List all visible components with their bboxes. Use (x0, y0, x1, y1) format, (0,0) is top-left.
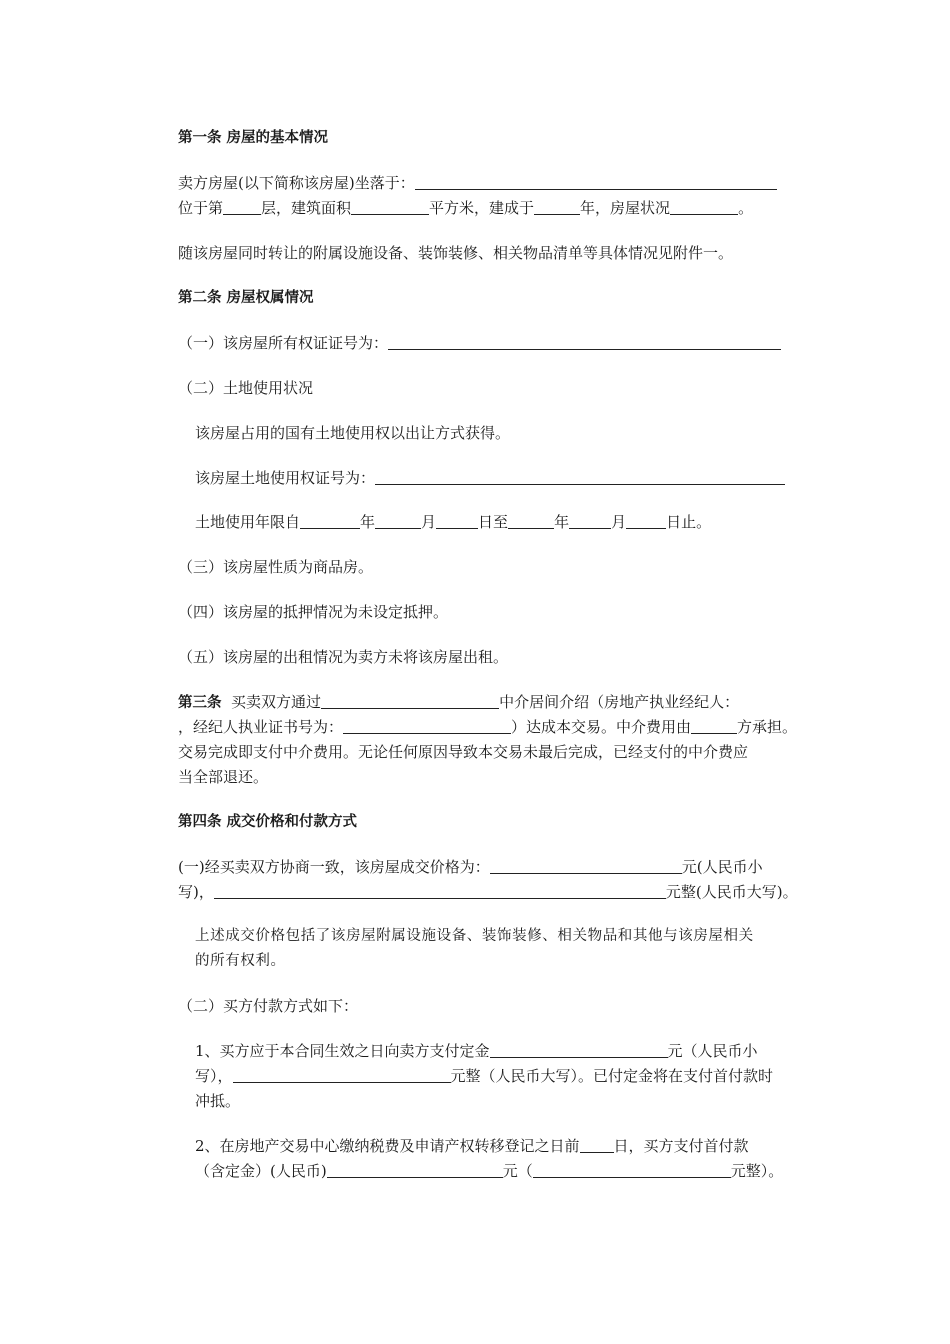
price-line-1: (一)经买卖双方协商一致，该房屋成交价格为： 元(人民币小 (178, 858, 763, 876)
ownership-cert-line: （一）该房屋所有权证证号为： (178, 333, 781, 353)
deposit-capital-blank[interactable] (233, 1067, 451, 1083)
land-cert-blank[interactable] (375, 469, 785, 485)
agency-line-2: ，经纪人执业证书号为： ）达成本交易。中介费用由 方承担。 (178, 718, 798, 736)
term-end-month-blank[interactable] (569, 513, 611, 529)
price-note-1: 上述成交价格包括了该房屋附属设施设备、装饰装修、相关物品和其他与该房屋相关 (195, 928, 754, 944)
land-term-line: 土地使用年限自 年 月 日至 年 月 日止。 (195, 513, 712, 531)
days-before-blank[interactable] (580, 1137, 614, 1153)
down-payment-capital-blank[interactable] (533, 1162, 731, 1178)
price-capital-blank[interactable] (214, 883, 666, 899)
price-small-blank[interactable] (490, 858, 682, 874)
deposit-line-2: 写）， 元整（人民币大写）。已付定金将在支付首付款时 (195, 1067, 774, 1085)
land-grant-text: 该房屋占用的国有土地使用权以出让方式获得。 (195, 424, 511, 442)
attachment-note: 随该房屋同时转让的附属设施设备、装饰装修、相关物品清单等具体情况见附件一。 (178, 244, 734, 262)
floor-area-line: 位于第 层，建筑面积 平方米，建成于 年，房屋状况 。 (178, 199, 754, 217)
location-blank[interactable] (415, 174, 777, 190)
article-2-title: 第二条 房屋权属情况 (178, 290, 314, 306)
down-payment-line-1: 2、在房地产交易中心缴纳税费及申请产权转移登记之日前 日，买方支付首付款 (195, 1137, 749, 1155)
price-note-2: 的所有权利。 (195, 953, 286, 969)
term-end-year-blank[interactable] (508, 513, 554, 529)
location-line: 卖方房屋(以下简称该房屋)坐落于： (178, 173, 777, 193)
land-cert-line: 该房屋土地使用权证号为： (195, 468, 785, 488)
build-year-blank[interactable] (534, 199, 580, 215)
article-3-title: 第三条 (178, 695, 222, 711)
agency-line-1: 第三条 买卖双方通过 中介居间介绍（房地产执业经纪人： (178, 693, 740, 711)
area-blank[interactable] (351, 199, 429, 215)
rental-status: （五）该房屋的出租情况为卖方未将该房屋出租。 (178, 648, 509, 666)
article-4-title: 第四条 成交价格和付款方式 (178, 814, 358, 830)
term-start-year-blank[interactable] (300, 513, 360, 529)
down-payment-line-2: （含定金）(人民币) 元（ 元整）。 (195, 1162, 784, 1180)
deposit-line-1: 1、买方应于本合同生效之日向卖方支付定金 元（人民币小 (195, 1042, 758, 1060)
floor-blank[interactable] (223, 199, 261, 215)
article-1-title: 第一条 房屋的基本情况 (178, 130, 329, 146)
agency-line-3: 交易完成即支付中介费用。无论任何原因导致本交易未最后完成，已经支付的中介费应 (178, 743, 749, 761)
condition-blank[interactable] (670, 199, 738, 215)
price-line-2: 写)， 元整(人民币大写)。 (178, 883, 798, 901)
land-use-heading: （二）土地使用状况 (178, 379, 314, 397)
fee-payer-blank[interactable] (691, 718, 737, 734)
mortgage-status: （四）该房屋的抵押情况为未设定抵押。 (178, 603, 449, 621)
payment-method-heading: （二）买方付款方式如下： (178, 997, 359, 1015)
deposit-line-3: 冲抵。 (195, 1092, 241, 1110)
agency-line-4: 当全部退还。 (178, 768, 269, 786)
down-payment-small-blank[interactable] (327, 1162, 503, 1178)
property-nature: （三）该房屋性质为商品房。 (178, 558, 374, 576)
agent-license-blank[interactable] (343, 718, 511, 734)
term-start-month-blank[interactable] (375, 513, 421, 529)
term-start-day-blank[interactable] (436, 513, 478, 529)
term-end-day-blank[interactable] (626, 513, 666, 529)
ownership-cert-blank[interactable] (388, 334, 781, 350)
deposit-small-blank[interactable] (490, 1042, 668, 1058)
agency-name-blank[interactable] (321, 693, 499, 709)
